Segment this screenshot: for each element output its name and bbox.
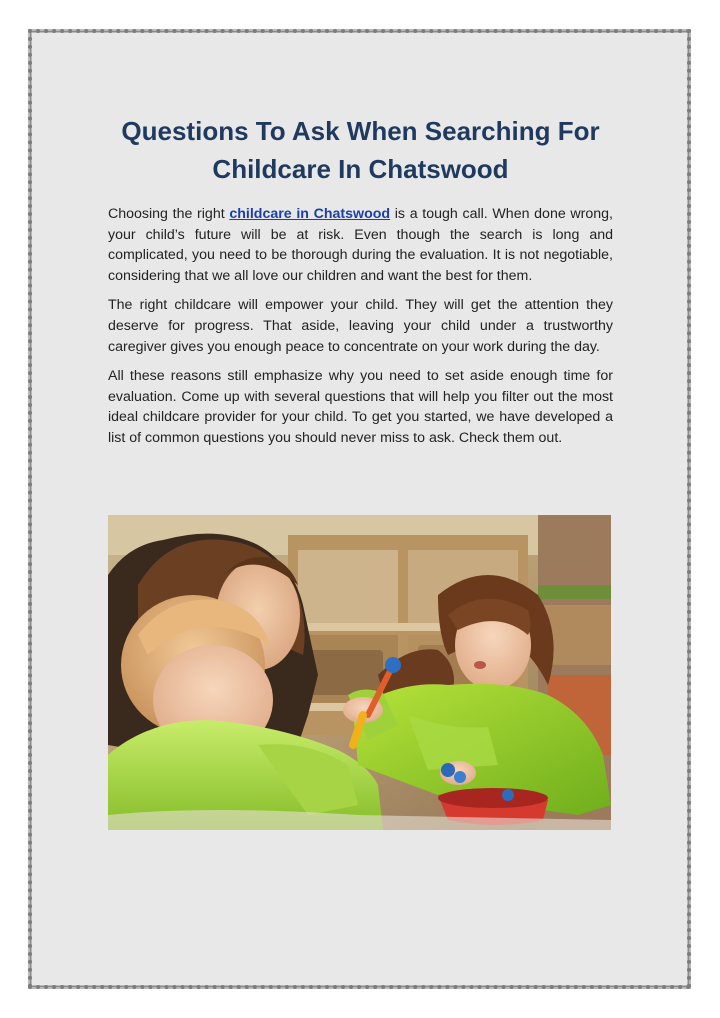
document-body: [108, 112, 613, 458]
paragraph-1: [108, 204, 613, 286]
document-title: Questions To Ask When Searching For Childcare In Chatswood: [121, 116, 600, 184]
paragraph-1-intro: Choosing the right: [108, 206, 230, 222]
paragraph-2: The right childcare will empower your child. They will get the attention they deserve for progress. That aside, leaving your child under a trustworthy caregiver gives you enough peace to concentrate on your work during the day.: [108, 297, 613, 355]
childcare-photo: [108, 515, 611, 830]
childcare-chatswood-link[interactable]: childcare in Chatswood: [229, 206, 391, 222]
paragraph-3: All these reasons still emphasize why you need to set aside enough time for evaluation. Come up with several questions that will help you filter out the most ideal childcare provider for your child. To get you started, we have developed a list of common questions you should never miss to ask. Check them out.: [108, 368, 613, 446]
paragraph-1-rest: is a tough call. When done wrong, your child’s future will be at risk. Even though the search is long and complicated, you need to be thorough during the evaluation. It is not negotiable, considering that we all love our children and want the best for them.: [108, 206, 614, 284]
